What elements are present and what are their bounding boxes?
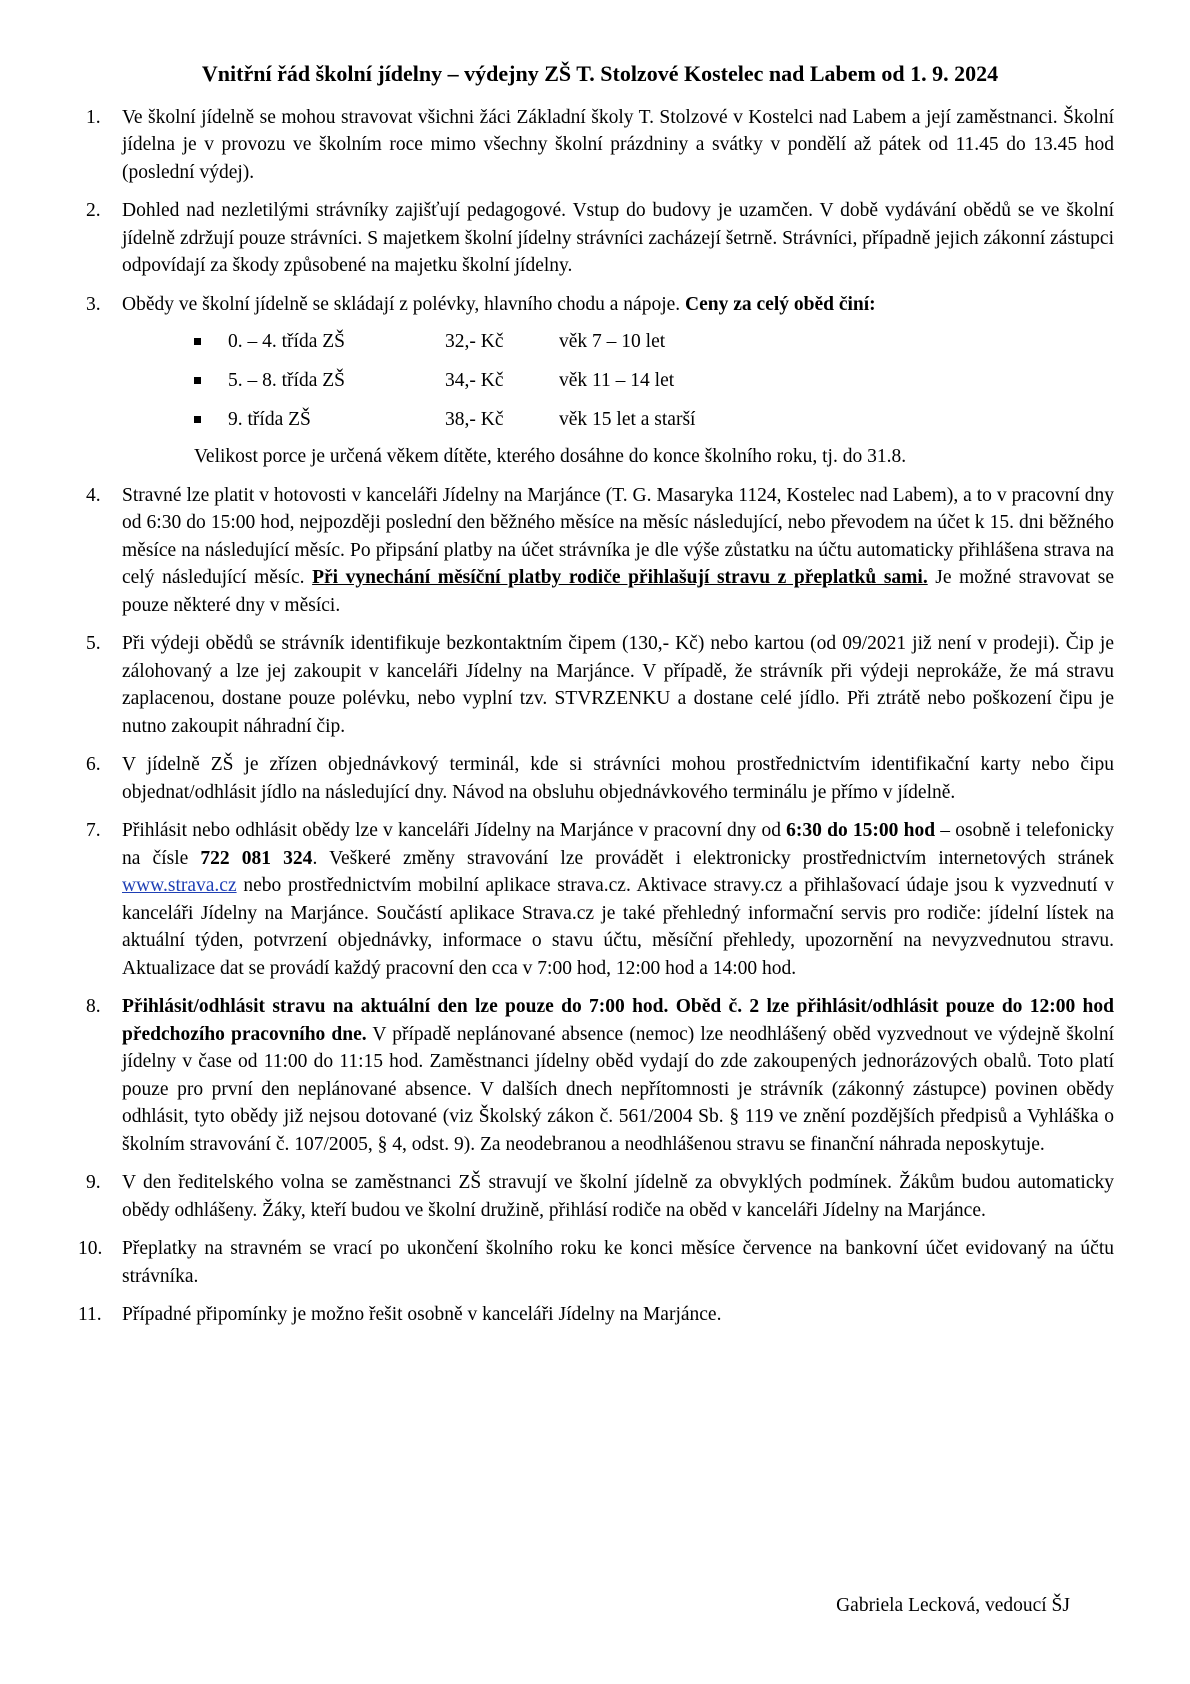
rule-9 [86,1169,1114,1224]
rules-list [78,104,1115,1329]
price-row [194,322,1114,361]
rule-2 [86,197,1114,280]
price-list [194,322,1114,439]
price-amount: 34,- Kč [445,369,504,391]
price-age: věk 15 let a starší [559,408,696,430]
rule-4 [86,482,1114,620]
rule-text: V případě neplánované absence (nemoc) lze neodhlášený oběd vyzvednout ve výdejně školní jídelny v čase od 11:00 do 11:15 hod. Zaměstnanci jídelny oběd vydají do zde zakoupených jednorázových obalů. Toto platí pouze pro první den neplánované absence. V dalších dnech nepřítomnosti je strávník (zákonný zástupce) povinen obědy odhlásit, tyto obědy již nejsou dotované (viz Školský zákon č. 561/2004 Sb. § 119 ve znění pozdějších předpisů a Vyhláška o školním stravování č. 107/2005, § 4, odst. 9). Za neodebranou a neodhlášenou stravu se finanční náhrada neposkytuje. [122,1023,1114,1155]
rule-text: Při výdeji obědů se strávník identifikuje bezkontaktním čipem (130,- Kč) nebo kartou (od 09/2021 již není v prodeji). Čip je zálohovaný a lze jej zakoupit v kanceláři Jídelny na Marjánce. V případě, že strávník při výdeji neprokáže, že má stravu zaplacenou, dostane pouze polévku, nebo vyplní tzv. STVRZENKU a dostane celé jídlo. Při ztrátě nebo poškození čipu je nutno zakoupit náhradní čip. [122,633,1114,737]
bullet-icon [194,322,228,361]
rule-text: Stravné lze platit v hotovosti v kanceláři Jídelny na Marjánce (T. G. Masaryka 1124, Kostelec nad Labem), a to v pracovní dny od 6:30 do 15:00 hod, nejpozději poslední den běžného měsíce na měsíc následující, nebo převodem na účet k 15. dni běžného měsíce na následující měsíc. Po připsání platby na účet strávníka je dle výše zůstatku na účtu automaticky přihlášena strava na celý následující měsíc. [122,484,1114,588]
rule-text: Dohled nad nezletilými strávníky zajišťují pedagogové. Vstup do budovy je uzamčen. V době vydávání obědů se ve školní jídelně zdržují pouze strávníci. S majetkem školní jídelny strávníci zacházejí šetrně. Strávníci, případně jejich zákonní zástupci odpovídají za škody způsobené na majetku školní jídelny. [122,200,1114,276]
price-class: 9. třída ZŠ [228,408,311,430]
rule-1 [86,104,1114,187]
rule-text: Obědy ve školní jídelně se skládají z polévky, hlavního chodu a nápoje. [122,293,681,315]
rule-number: 6. [86,754,101,775]
rule-number: 9. [86,1172,101,1193]
rule-11 [78,1301,1114,1329]
rule-10 [78,1235,1114,1290]
price-age: věk 7 – 10 let [559,330,666,352]
rule-number: 10. [78,1238,103,1259]
rule-text: V den ředitelského volna se zaměstnanci ZŠ stravují ve školní jídelně za obvyklých podmínek. Žákům budou automaticky obědy odhlášeny. Žáky, kteří budou ve školní družině, přihlásí rodiče na oběd v kanceláři Jídelny na Marjánce. [122,1172,1114,1221]
rule-text: Přihlásit nebo odhlásit obědy lze v kanceláři Jídelny na Marjánce v pracovní dny od [122,820,781,841]
bullet-icon [194,361,228,400]
rule-number: 1. [86,106,101,128]
document-title: Vnitřní řád školní jídelny – výdejny ZŠ T. Stolzové Kostelec nad Labem od 1. 9. 2024 [201,61,999,86]
price-age: věk 11 – 14 let [559,369,675,391]
rule-text: Přeplatky na stravném se vrací po ukončení školního roku ke konci měsíce července na bankovní účet evidovaný na účtu strávníka. [122,1238,1114,1287]
price-row [194,400,1114,439]
bullet-icon [194,400,228,439]
rule-number: 4. [86,484,101,506]
rule-text: – osobně i telefonicky na čísle [122,820,1114,869]
rule-number: 5. [86,633,101,654]
rule-text: . Veškeré změny stravování lze provádět i elektronicky prostřednictvím internetových stránek [312,847,1115,869]
rule-6 [86,751,1114,806]
rule-5 [86,630,1114,740]
rule-number: 7. [86,820,101,841]
rule-text: nebo prostřednictvím mobilní aplikace strava.cz. Aktivace stravy.cz a přihlašovací údaje jsou k vyzvednutí v kanceláři Jídelny na Marjánce. Součástí aplikace Strava.cz je také přehledný informační servis pro rodiče: jídelní lístek na aktuální týden, potvrzení objednávky, informace o stavu účtu, měsíční přehledy, upozornění na nevyzvednutou stravu. Aktualizace dat se provádí každý pracovní den cca v 7:00 hod, 12:00 hod a 14:00 hod. [122,875,1114,979]
price-amount: 32,- Kč [445,330,504,352]
rule-number: 2. [86,200,101,221]
signature: Gabriela Lecková, vedoucí ŠJ [836,1595,1070,1616]
price-amount: 38,- Kč [445,408,504,430]
rule-number: 3. [86,293,101,315]
rule-8 [86,993,1114,1158]
rule-number: 8. [86,996,101,1017]
rule-3 [86,291,1114,471]
price-class: 0. – 4. třída ZŠ [228,330,345,352]
portion-note: Velikost porce je určená věkem dítěte, kterého dosáhne do konce školního roku, tj. do 31.8. [194,446,907,467]
payment-warning: Při vynechání měsíční platby rodiče přihlašují stravu z přeplatků sami. [312,567,928,588]
rule-number: 11. [78,1304,102,1325]
office-hours: 6:30 do 15:00 hod [786,820,936,841]
deadline-note: Přihlásit/odhlásit stravu na aktuální den lze pouze do 7:00 hod. Oběd č. 2 lze přihlásit/odhlásit pouze do 12:00 hod předchozího pracovního dne. [122,996,1114,1045]
price-class: 5. – 8. třída ZŠ [228,369,345,391]
rule-text: Ve školní jídelně se mohou stravovat všichni žáci Základní školy T. Stolzové v Kostelci nad Labem a její zaměstnanci. Školní jídelna je v provozu ve školním roce mimo všechny školní prázdniny a svátky v pondělí až pátek od 11.45 do 13.45 hod (poslední výdej). [122,106,1114,183]
phone-number: 722 081 324 [200,847,313,869]
strava-link[interactable]: www.strava.cz [122,875,237,896]
price-row [194,361,1114,400]
rule-text: Případné připomínky je možno řešit osobně v kanceláři Jídelny na Marjánce. [122,1304,722,1325]
rule-text: V jídelně ZŠ je zřízen objednávkový terminál, kde si strávníci mohou prostřednictvím identifikační karty nebo čipu objednat/odhlásit jídlo na následující dny. Návod na obsluhu objednávkového terminálu je přímo v jídelně. [122,754,1114,803]
price-heading: Ceny za celý oběd činí: [685,293,876,315]
rule-text-tail: Je možné stravovat se pouze některé dny v měsíci. [122,567,1115,616]
rule-7 [86,817,1114,982]
